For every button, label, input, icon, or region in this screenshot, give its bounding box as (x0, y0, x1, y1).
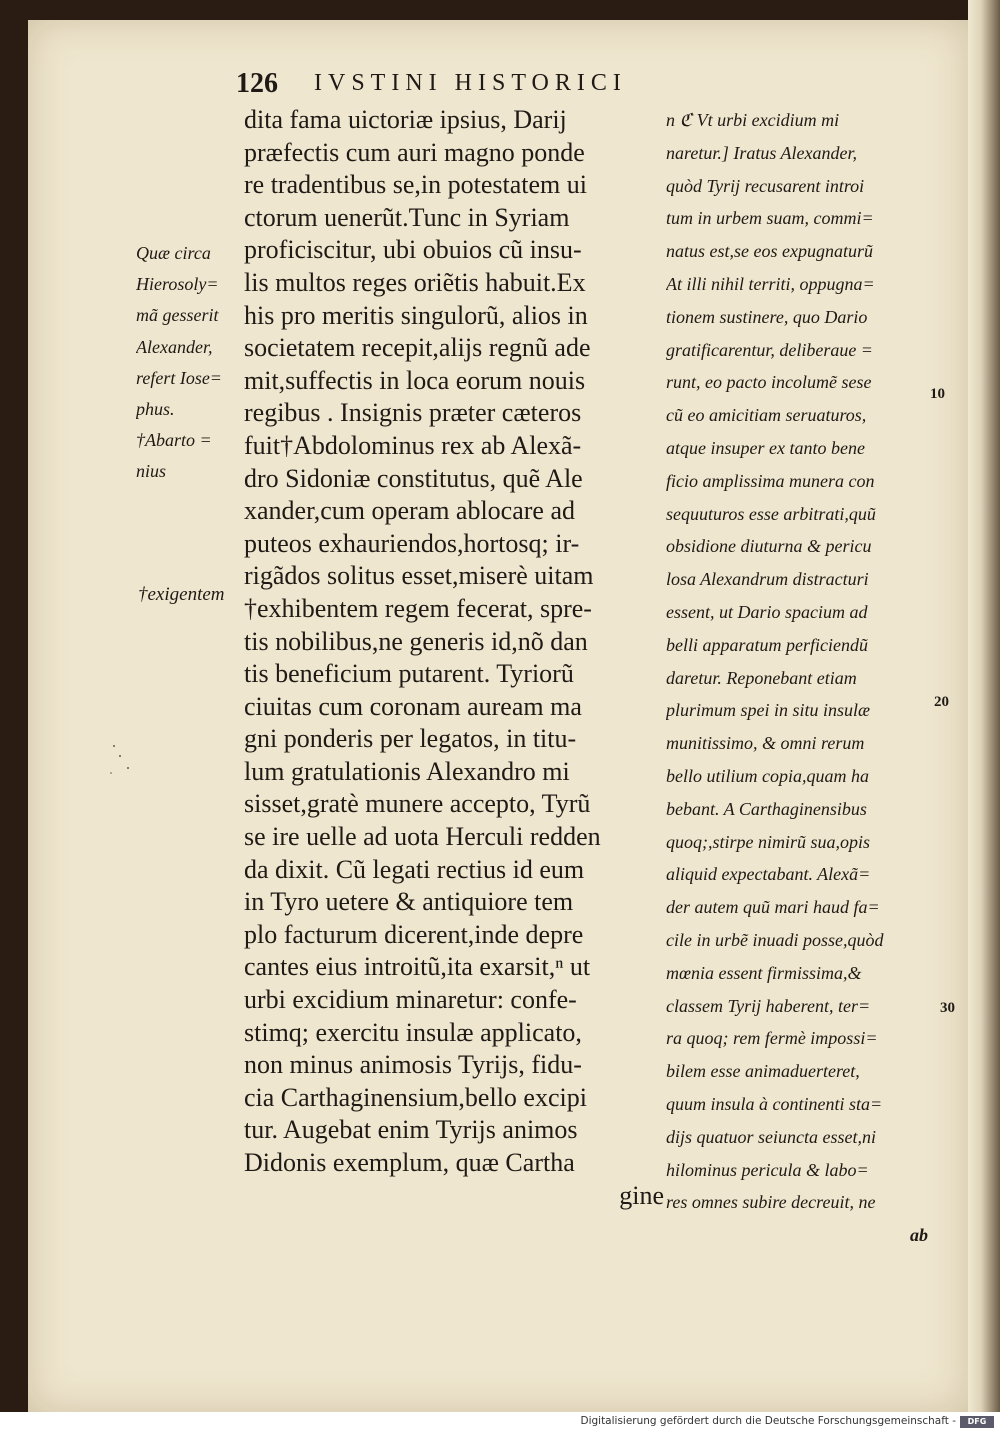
commentary-line: naretur.] Iratus Alexander, (666, 142, 857, 163)
main-text-line: ctorum uenerũt.Tunc in Syriam (244, 202, 570, 232)
margin-note-line: Hierosoly= (136, 274, 219, 295)
commentary-line: runt, eo pacto incolumẽ sese (666, 372, 872, 393)
margin-note-line: Alexander, (136, 336, 213, 357)
commentary-column (666, 104, 934, 1252)
main-text-line: se ire uelle ad uota Herculi redden (244, 822, 601, 852)
main-text-line: mit,suffectis in loca eorum nouis (244, 365, 586, 395)
commentary-line: natus est,se eos expugnaturũ (666, 241, 873, 262)
dfg-logo: DFG (960, 1416, 994, 1428)
commentary-line: bilem esse animaduerteret, (666, 1061, 860, 1082)
commentary-line: cile in urbẽ inuadi posse,quòd (666, 929, 884, 950)
main-text-line: tur. Augebat enim Tyrijs animos (244, 1115, 578, 1145)
main-text-line: his pro meritis singulorũ, alios in (244, 300, 588, 330)
main-text-line: Didonis exemplum, quæ Cartha (244, 1148, 575, 1177)
main-text-line: lum gratulationis Alexandro mi (244, 756, 570, 786)
footer-credit: Digitalisierung gefördert durch die Deutsche Forschungsgemeinschaft - (580, 1415, 956, 1427)
commentary-line: daretur. Reponebant etiam (666, 667, 857, 688)
commentary-line: quoq;,stirpe nimirũ sua,opis (666, 831, 871, 852)
main-catchword: gine (619, 1180, 664, 1210)
commentary-line: plurimum spei in situ insulæ (666, 700, 871, 721)
main-text-line: rigãdos solitus esset,miserè uitam (244, 561, 594, 591)
margin-variant-note: †exigentem (138, 584, 225, 605)
margin-note-line: phus. (136, 398, 175, 419)
main-text-line: urbi excidium minaretur: confe- (244, 985, 577, 1015)
running-head: IVSTINI HISTORICI (314, 70, 627, 96)
main-text-line: tis beneficium putarent. Tyriorũ (244, 659, 574, 689)
ink-specks (106, 740, 136, 780)
main-text-line: sisset,gratè munere accepto, Tyrũ (244, 789, 591, 819)
commentary-line: tum in urbem suam, commi= (666, 208, 874, 229)
page-edge (968, 0, 1000, 1412)
commentary-line: n ℭ Vt urbi excidium mi (666, 110, 840, 130)
footer-bar (0, 1412, 1000, 1432)
main-text-line: cia Carthaginensium,bello excipi (244, 1082, 587, 1112)
main-text-line: stimq; exercitu insulæ applicato, (244, 1017, 582, 1047)
commentary-line: hilominus pericula & labo= (666, 1159, 869, 1180)
main-text-column (244, 104, 668, 1212)
main-text-line: præfectis cum auri magno ponde (244, 137, 585, 167)
main-text-line: non minus animosis Tyrijs, fidu- (244, 1050, 582, 1080)
main-text-line: cantes eius introitũ,ita exarsit,ⁿ ut (244, 952, 591, 982)
margin-note-line: Quæ circa (136, 243, 211, 263)
commentary-line: classem Tyrij haberent, ter= (666, 995, 871, 1016)
main-text-line: xander,cum operam ablocare ad (244, 496, 576, 526)
margin-note-line: mã gesserit (136, 305, 219, 326)
margin-note (136, 238, 248, 488)
margin-note-line: †Abarto = (136, 430, 212, 451)
main-text-line: tis nobilibus,ne generis id,nõ dan (244, 626, 588, 656)
main-text-line: puteos exhauriendos,hortosq; ir- (244, 528, 580, 558)
margin-note-line: nius (136, 461, 167, 482)
main-text-line: ciuitas cum coronam auream ma (244, 691, 582, 721)
commentary-line: gratificarentur, deliberaue = (666, 339, 873, 360)
commentary-line: obsidione diuturna & pericu (666, 536, 872, 557)
main-text-line: gni ponderis per legatos, in titu- (244, 724, 577, 754)
commentary-catchword: ab (910, 1225, 928, 1246)
commentary-line: essent, ut Dario spacium ad (666, 601, 868, 622)
line-number-20: 20 (934, 694, 949, 710)
commentary-line: der autem quũ mari haud fa= (666, 897, 880, 918)
commentary-line: mœnia essent firmissima,& (666, 962, 862, 983)
page-header (236, 68, 766, 100)
main-text-line: da dixit. Cũ legati rectius id eum (244, 854, 585, 884)
commentary-line: At illi nihil territi, oppugna= (666, 273, 875, 294)
main-text-line: lis multos reges oriẽtis habuit.Ex (244, 267, 586, 297)
margin-note-line: refert Iose= (136, 367, 222, 388)
main-text-line: regibus . Insignis præter cæteros (244, 398, 582, 428)
commentary-line: ra quoq; rem fermè impossi= (666, 1028, 878, 1049)
commentary-line: quum insula à continenti sta= (666, 1093, 883, 1114)
commentary-line: bello utilium copia,quam ha (666, 765, 869, 786)
main-text-line: re tradentibus se,in potestatem ui (244, 170, 587, 200)
main-text-line: societatem recepit,alijs regnũ ade (244, 333, 591, 363)
commentary-line: quòd Tyrij recusarent introi (666, 175, 865, 196)
main-text-line: plo facturum dicerent,inde depre (244, 919, 584, 949)
main-text-line: in Tyro uetere & antiquiore tem (244, 887, 574, 917)
commentary-line: tionem sustinere, quo Dario (666, 306, 868, 327)
main-text-line: proficiscitur, ubi obuios cũ insu- (244, 235, 582, 265)
main-text-line: fuit†Abdolominus rex ab Alexã- (244, 430, 582, 460)
commentary-line: res omnes subire decreuit, ne (666, 1192, 876, 1213)
commentary-line: dijs quatuor seiuncta esset,ni (666, 1126, 876, 1147)
page-number: 126 (236, 68, 278, 99)
line-number-10: 10 (930, 386, 945, 402)
commentary-line: losa Alexandrum distracturi (666, 569, 869, 590)
commentary-line: aliquid expectabant. Alexã= (666, 864, 871, 885)
commentary-line: sequuturos esse arbitrati,quũ (666, 503, 876, 524)
main-text-line: dro Sidoniæ constitutus, quẽ Ale (244, 463, 583, 493)
commentary-line: belli apparatum perficiendũ (666, 634, 868, 655)
commentary-line: ficio amplissima munera con (666, 470, 875, 491)
commentary-line: munitissimo, & omni rerum (666, 733, 865, 754)
main-text-line: dita fama uictoriæ ipsius, Darij (244, 105, 567, 134)
commentary-line: cũ eo amicitiam seruaturos, (666, 405, 867, 426)
line-number-30: 30 (940, 1000, 955, 1016)
commentary-line: atque insuper ex tanto bene (666, 437, 865, 458)
main-text-line: †exhibentem regem fecerat, spre- (244, 593, 592, 623)
commentary-line: bebant. A Carthaginensibus (666, 798, 867, 819)
